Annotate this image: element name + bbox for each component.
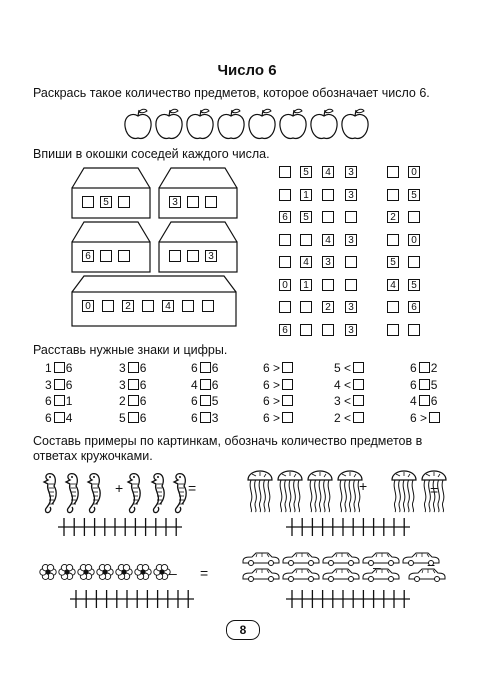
given-number-cell: 4	[162, 300, 174, 312]
given-number-cell: 0	[279, 279, 291, 291]
given-number-cell: 5	[387, 256, 399, 268]
answer-fence-4[interactable]	[286, 590, 412, 610]
left-operand: 6	[191, 410, 198, 425]
answer-cell[interactable]	[187, 250, 199, 262]
given-number-cell: 3	[345, 234, 357, 246]
answer-cell[interactable]	[387, 234, 399, 246]
answer-cell[interactable]	[322, 324, 334, 336]
answer-cell[interactable]	[169, 250, 181, 262]
right-operand: 6	[65, 361, 73, 375]
given-number-cell: 5	[300, 166, 312, 178]
given-number-cell: 4	[387, 279, 399, 291]
right-operand: 5	[211, 394, 219, 408]
given-number-cell: 5	[408, 279, 420, 291]
given-number-cell: 3	[345, 166, 357, 178]
comparison-item	[334, 378, 365, 392]
right-operand: 6	[139, 377, 147, 392]
minus-sign-2: –	[373, 559, 381, 575]
answer-box[interactable]	[419, 395, 430, 406]
answer-cell[interactable]	[279, 189, 291, 201]
flower-icon	[59, 564, 75, 579]
car-icon	[363, 569, 399, 582]
answer-cell[interactable]	[187, 196, 199, 208]
flower-icon	[78, 564, 94, 579]
answer-cell[interactable]	[408, 324, 420, 336]
apple-icon[interactable]	[342, 109, 368, 138]
seahorse-icon	[66, 474, 78, 513]
equals-sign-1: =	[188, 480, 197, 496]
right-operand: 3	[211, 410, 219, 425]
given-number-cell: 0	[408, 234, 420, 246]
equals-sign-4: =	[427, 559, 436, 575]
given-number-cell: 2	[387, 211, 399, 223]
left-operand: 4	[191, 377, 198, 392]
house-3	[72, 222, 150, 274]
given-number-cell: 4	[322, 166, 334, 178]
given-number-cell: 3	[205, 250, 217, 262]
left-operand: 3	[119, 361, 126, 375]
comparison-item	[45, 411, 72, 425]
house-1	[72, 168, 150, 220]
left-operand: 3 <	[334, 394, 352, 408]
answer-cell[interactable]	[300, 301, 312, 313]
comparison-item	[45, 361, 72, 375]
comparison-item	[119, 361, 146, 375]
comparison-item	[119, 378, 146, 392]
answer-cell[interactable]	[387, 301, 399, 313]
equals-sign-2: =	[430, 482, 439, 498]
answer-cell[interactable]	[300, 234, 312, 246]
house-4	[159, 222, 237, 274]
given-number-cell: 0	[82, 300, 94, 312]
answer-box[interactable]	[282, 395, 293, 406]
given-number-cell: 2	[322, 301, 334, 313]
given-number-cell: 1	[300, 279, 312, 291]
comparison-item	[410, 361, 437, 375]
seahorse-icon	[44, 474, 56, 513]
left-operand: 6 >	[263, 361, 281, 375]
answer-box[interactable]	[128, 362, 139, 373]
right-operand: 6	[430, 394, 438, 408]
comparison-item	[119, 411, 146, 425]
seahorse-icon	[88, 474, 100, 513]
comparison-item	[334, 411, 365, 425]
right-operand: 4	[65, 410, 73, 425]
car-icon	[283, 569, 319, 582]
task2-instruction: Впиши в окошки соседей каждого числа.	[33, 147, 270, 161]
right-operand: 6	[139, 410, 147, 425]
given-number-cell: 6	[279, 211, 291, 223]
jellyfish-picture	[238, 462, 444, 514]
left-operand: 6	[410, 377, 417, 392]
comparison-item	[263, 361, 294, 375]
answer-cell[interactable]	[182, 300, 194, 312]
left-operand: 6	[45, 394, 52, 408]
minus-sign-1: –	[169, 565, 177, 581]
answer-cell[interactable]	[387, 324, 399, 336]
apple-icon[interactable]	[125, 109, 151, 138]
comparison-item	[191, 411, 218, 425]
given-number-cell: 4	[322, 234, 334, 246]
answer-box[interactable]	[200, 412, 211, 423]
answer-box[interactable]	[128, 412, 139, 423]
jellyfish-icon	[308, 471, 332, 512]
comparison-item	[191, 361, 218, 375]
flower-icon	[154, 564, 170, 579]
left-operand: 2	[119, 394, 126, 408]
right-operand: 6	[211, 361, 219, 375]
comparison-item	[410, 394, 437, 408]
answer-cell[interactable]	[205, 196, 217, 208]
car-icon	[323, 569, 359, 582]
answer-cell[interactable]	[300, 324, 312, 336]
answer-cell[interactable]	[279, 166, 291, 178]
answer-box[interactable]	[282, 412, 293, 423]
comparison-item	[191, 394, 218, 408]
task4-instruction-line1: Составь примеры по картинкам, обозначь количество предметов в	[33, 434, 423, 448]
answer-box[interactable]	[54, 395, 65, 406]
left-operand: 6 >	[263, 377, 281, 392]
given-number-cell: 1	[300, 189, 312, 201]
answer-cell[interactable]	[142, 300, 154, 312]
seahorse-icon	[174, 474, 186, 513]
car-icon	[243, 553, 279, 566]
given-number-cell: 3	[322, 256, 334, 268]
given-number-cell: 3	[345, 324, 357, 336]
right-operand: 5	[430, 377, 438, 392]
house-2	[159, 168, 237, 220]
apples-row	[124, 106, 374, 142]
given-number-cell: 6	[279, 324, 291, 336]
answer-box[interactable]	[54, 362, 65, 373]
car-icon	[243, 569, 279, 582]
answer-box[interactable]	[282, 362, 293, 373]
flower-icon	[116, 564, 132, 579]
left-operand: 4 <	[334, 377, 352, 392]
task4-instruction-line2: ответах кружочками.	[33, 449, 153, 463]
answer-box[interactable]	[353, 412, 364, 423]
given-number-cell: 3	[345, 301, 357, 313]
comparison-item	[191, 378, 218, 392]
comparison-item	[263, 411, 294, 425]
apple-icon[interactable]	[187, 109, 213, 138]
answer-cell[interactable]	[322, 211, 334, 223]
given-number-cell: 3	[169, 196, 181, 208]
comparison-item	[334, 394, 365, 408]
left-operand: 6	[191, 361, 198, 375]
plus-sign-1: +	[115, 480, 124, 496]
answer-cell[interactable]	[345, 211, 357, 223]
comparison-item	[263, 394, 294, 408]
flowers-picture	[38, 560, 218, 584]
given-number-cell: 5	[100, 196, 112, 208]
comparison-item	[410, 378, 437, 392]
answer-box[interactable]	[200, 362, 211, 373]
left-operand: 4	[410, 394, 417, 408]
answer-box[interactable]	[353, 362, 364, 373]
answer-cell[interactable]	[279, 256, 291, 268]
answer-box[interactable]	[200, 395, 211, 406]
given-number-cell: 3	[345, 189, 357, 201]
page-number: 8	[226, 620, 260, 640]
flower-icon	[40, 564, 56, 579]
apple-icon[interactable]	[249, 109, 275, 138]
answer-fence-2[interactable]	[286, 518, 412, 538]
comparison-item	[263, 378, 294, 392]
left-operand: 6 >	[263, 410, 281, 425]
seahorse-icon	[128, 474, 140, 513]
seahorse-icon	[152, 474, 164, 513]
car-icon	[283, 553, 319, 566]
car-icon	[363, 553, 399, 566]
equals-sign-3: =	[200, 565, 209, 581]
answer-box[interactable]	[54, 379, 65, 390]
right-operand: 6	[139, 361, 147, 375]
answer-cell[interactable]	[118, 196, 130, 208]
answer-box[interactable]	[429, 412, 440, 423]
answer-cell[interactable]	[408, 256, 420, 268]
answer-cell[interactable]	[408, 211, 420, 223]
given-number-cell: 6	[408, 301, 420, 313]
right-operand: 6	[139, 394, 147, 408]
answer-box[interactable]	[419, 362, 430, 373]
left-operand: 3	[45, 377, 52, 392]
cars-picture	[238, 550, 448, 586]
left-operand: 6	[45, 410, 52, 425]
given-number-cell: 6	[82, 250, 94, 262]
answer-cell[interactable]	[387, 189, 399, 201]
given-number-cell: 5	[408, 189, 420, 201]
given-number-cell: 4	[300, 256, 312, 268]
comparison-item	[410, 411, 441, 425]
left-operand: 5 <	[334, 361, 352, 375]
answer-cell[interactable]	[102, 300, 114, 312]
answer-cell[interactable]	[345, 256, 357, 268]
task3-instruction: Расставь нужные знаки и цифры.	[33, 343, 228, 357]
left-operand: 3	[119, 377, 126, 392]
flower-icon	[97, 564, 113, 579]
flower-icon	[135, 564, 151, 579]
right-operand: 6	[65, 377, 73, 392]
answer-cell[interactable]	[279, 234, 291, 246]
right-operand: 6	[211, 377, 219, 392]
answer-cell[interactable]	[387, 166, 399, 178]
answer-cell[interactable]	[118, 250, 130, 262]
left-operand: 2 <	[334, 410, 352, 425]
apple-icon[interactable]	[156, 109, 182, 138]
jellyfish-icon	[392, 471, 416, 512]
task1-instruction: Раскрась такое количество предметов, которое обозначает число 6.	[33, 86, 430, 100]
apple-icon[interactable]	[280, 109, 306, 138]
given-number-cell: 5	[300, 211, 312, 223]
jellyfish-icon	[248, 471, 272, 512]
answer-box[interactable]	[128, 379, 139, 390]
plus-sign-2: +	[359, 478, 368, 494]
answer-cell[interactable]	[322, 189, 334, 201]
page-title: Число 6	[217, 62, 277, 79]
left-operand: 5	[119, 410, 126, 425]
answer-box[interactable]	[54, 412, 65, 423]
left-operand: 1	[45, 361, 52, 375]
apple-icon[interactable]	[311, 109, 337, 138]
answer-cell[interactable]	[82, 196, 94, 208]
answer-box[interactable]	[353, 379, 364, 390]
answer-cell[interactable]	[100, 250, 112, 262]
right-operand: 1	[65, 394, 73, 408]
left-operand: 6 >	[263, 394, 281, 408]
comparison-item	[119, 394, 146, 408]
answer-box[interactable]	[128, 395, 139, 406]
jellyfish-icon	[278, 471, 302, 512]
answer-cell[interactable]	[322, 279, 334, 291]
car-icon	[323, 553, 359, 566]
apple-icon[interactable]	[218, 109, 244, 138]
comparison-item	[45, 394, 72, 408]
given-number-cell: 0	[408, 166, 420, 178]
answer-box[interactable]	[419, 379, 430, 390]
left-operand: 6	[191, 394, 198, 408]
left-operand: 6 >	[410, 410, 428, 425]
answer-fence-3[interactable]	[70, 590, 196, 610]
answer-box[interactable]	[282, 379, 293, 390]
comparison-item	[334, 361, 365, 375]
right-operand: 2	[430, 361, 438, 375]
answer-cell[interactable]	[202, 300, 214, 312]
answer-box[interactable]	[200, 379, 211, 390]
answer-box[interactable]	[353, 395, 364, 406]
answer-cell[interactable]	[279, 301, 291, 313]
comparison-item	[45, 378, 72, 392]
answer-cell[interactable]	[345, 279, 357, 291]
answer-fence-1[interactable]	[58, 518, 184, 538]
given-number-cell: 2	[122, 300, 134, 312]
left-operand: 6	[410, 361, 417, 375]
